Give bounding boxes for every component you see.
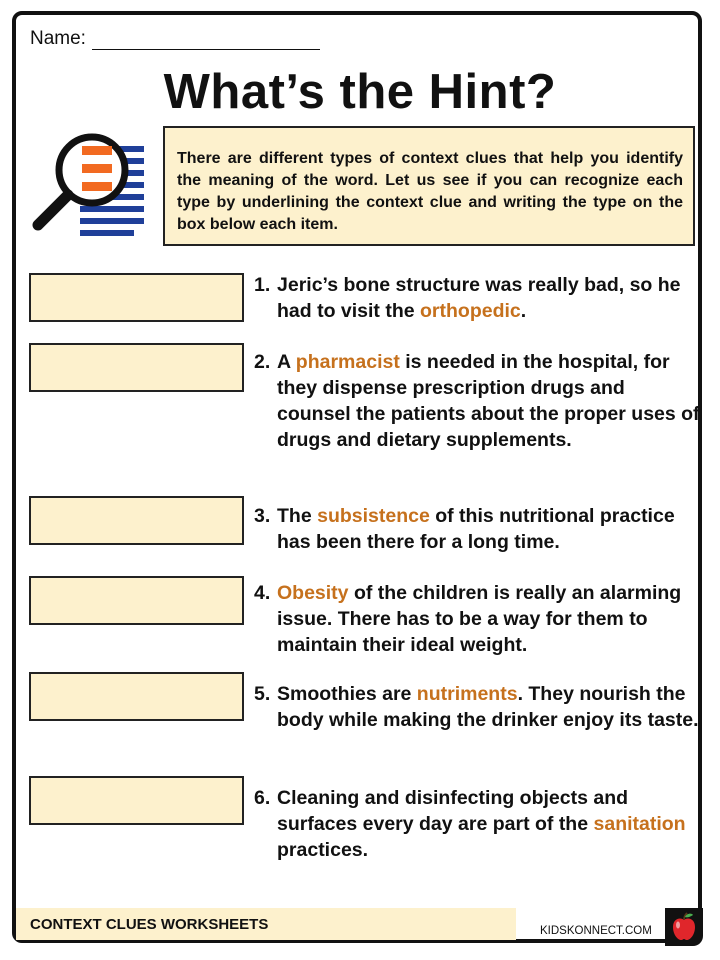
item-number: 1. [254, 274, 271, 296]
item-text: . They nourish the body while making the drinker enjoy its taste. [277, 683, 699, 731]
brand-name: KIDSKONNECT.COM [540, 925, 652, 937]
item-keyword: Obesity [277, 582, 349, 604]
item-text: Smoothies are [277, 683, 417, 705]
footer-label: CONTEXT CLUES WORKSHEETS [30, 916, 269, 933]
name-field [30, 28, 320, 50]
item-number: 2. [254, 351, 271, 373]
item-text: The [277, 505, 318, 527]
logo-badge [665, 908, 703, 946]
item-text: Cleaning and disinfecting objects and surfaces every day are part of the [277, 787, 629, 835]
question-item-2 [254, 349, 700, 453]
item-text: practices. [277, 839, 369, 861]
item-number: 5. [254, 683, 271, 705]
answer-box-6[interactable] [29, 776, 244, 825]
answer-box-3[interactable] [29, 496, 244, 545]
item-number: 6. [254, 787, 271, 809]
instructions-box: There are different types of context clues that help you identify the meaning of the word. Let us see if you can recognize each type by underlining the context clue and writing the type on the box below each item. [163, 126, 695, 246]
question-item-5 [254, 681, 700, 733]
item-keyword: pharmacist [295, 351, 400, 373]
answer-box-1[interactable] [29, 273, 244, 322]
question-item-1 [254, 272, 700, 324]
item-text: A [277, 351, 296, 373]
question-item-4 [254, 580, 700, 658]
magnifier-document-icon [30, 124, 160, 244]
item-keyword: sanitation [593, 813, 686, 835]
item-number: 3. [254, 505, 271, 527]
item-text: of this nutritional practice has been there for a long time. [277, 505, 675, 553]
name-line[interactable] [92, 31, 320, 50]
question-item-6 [254, 785, 700, 863]
answer-box-4[interactable] [29, 576, 244, 625]
answer-box-5[interactable] [29, 672, 244, 721]
item-text: Jeric’s bone structure was really bad, so he had to visit the [277, 274, 681, 322]
question-item-3 [254, 503, 700, 555]
answer-box-2[interactable] [29, 343, 244, 392]
item-text: is needed in the hospital, for they dispense prescription drugs and counsel the patients about the proper uses of drugs and dietary supplements. [277, 351, 700, 451]
name-label: Name: [30, 28, 86, 49]
item-keyword: subsistence [317, 505, 430, 527]
apple-icon [665, 908, 703, 946]
item-number: 4. [254, 582, 271, 604]
item-keyword: nutriments [416, 683, 518, 705]
page-title: What’s the Hint? [163, 65, 557, 119]
item-text: of the children is really an alarming issue. There has to be a way for them to maintain their ideal weight. [277, 582, 682, 656]
item-keyword: orthopedic [420, 300, 521, 322]
item-text: . [520, 300, 527, 322]
